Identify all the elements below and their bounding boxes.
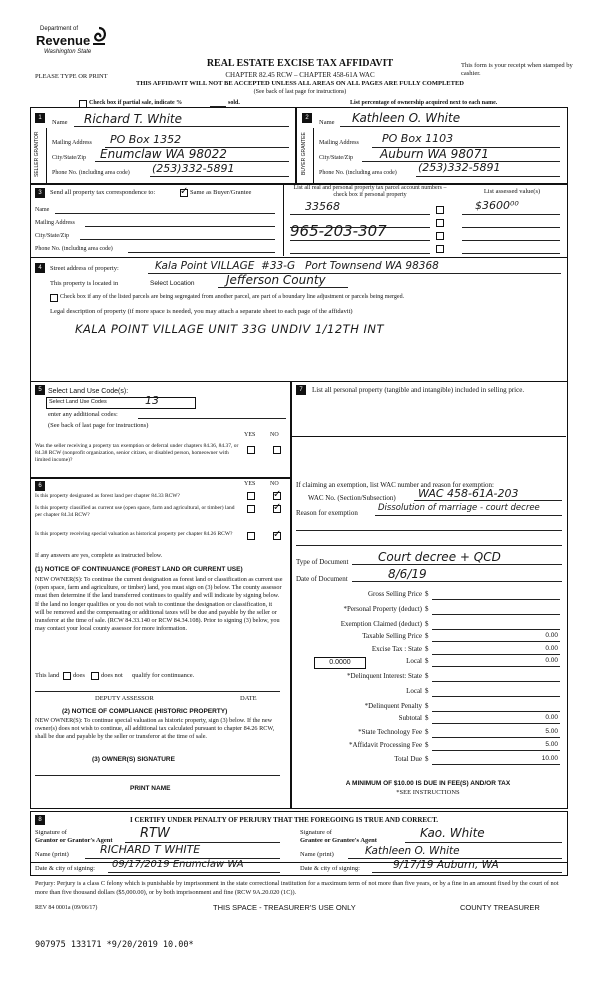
s1-divider bbox=[46, 128, 47, 183]
fin-row-12 bbox=[300, 755, 562, 766]
fin-row-line[interactable] bbox=[432, 714, 560, 724]
parcel-1[interactable]: 33568 bbox=[305, 200, 340, 213]
land-use-value: 13 bbox=[145, 394, 159, 407]
grantee-name-label: Name (print) bbox=[300, 851, 334, 858]
fin-row-6 bbox=[300, 672, 562, 683]
logo-dept: Department of bbox=[40, 26, 79, 32]
dollar-sign: $ bbox=[425, 590, 429, 598]
grantee-sig-label bbox=[300, 829, 377, 845]
historic-no-checkbox[interactable] bbox=[273, 532, 281, 540]
print-name-label: PRINT NAME bbox=[130, 785, 171, 792]
grantor-date-city[interactable]: 09/17/2019 Enumclaw WA bbox=[112, 859, 244, 870]
land-use-select-text: Select Land Use Codes bbox=[49, 399, 107, 405]
segregated-checkbox[interactable] bbox=[50, 294, 58, 302]
see-instructions: *SEE INSTRUCTIONS bbox=[396, 789, 460, 796]
fin-row-amount: 0.00 bbox=[545, 657, 558, 664]
fin-row-11 bbox=[300, 741, 562, 752]
fin-row-1 bbox=[300, 605, 562, 616]
fin-row-amount: 5.00 bbox=[545, 741, 558, 748]
seller-mailing-label: Mailing Address bbox=[52, 140, 92, 146]
s7-divider bbox=[290, 436, 566, 437]
buyer-name-label: Name bbox=[319, 119, 335, 126]
fin-row-9 bbox=[300, 714, 562, 725]
fin-row-label: *Delinquent Interest: State bbox=[346, 672, 422, 680]
historic-question: Is this property receiving special valuation as historical property per chapter 84.26 RCW? bbox=[35, 531, 233, 537]
fin-row-amount: 10.00 bbox=[541, 755, 558, 762]
fin-row-line[interactable] bbox=[432, 687, 560, 697]
grantor-sig-label-1: Signature of bbox=[35, 829, 67, 836]
fin-row-label: Local bbox=[406, 687, 422, 695]
notice-compliance-body: NEW OWNER(S): To continue special valuation as historic property, sign (3) below. If the new owner(s) does not wish to continue, all additional tax calculated pursuant to chapter 84.26 RCW, shall be due and payable by the seller or transferor at the time of sale. bbox=[35, 717, 275, 740]
send-correspondence-label: Send all property tax correspondence to: bbox=[50, 189, 156, 196]
if-yes-note: If any answers are yes, complete as instructed below. bbox=[35, 553, 163, 559]
doc-date-label: Date of Document bbox=[296, 575, 348, 583]
exemption-question: Was the seller receiving a property tax exemption or deferral under chapters 84.36, 84.37, or 84.38 RCW (nonprofit organization, senior citizen, or disabled person, homeowner with limited income)? bbox=[35, 443, 239, 463]
fin-row-amount: 5.00 bbox=[545, 728, 558, 735]
buyer-mailing-label: Mailing Address bbox=[319, 140, 359, 146]
seller-city-label: City/State/Zip bbox=[52, 155, 86, 161]
seller-phone-value[interactable]: (253)332-5891 bbox=[152, 162, 235, 175]
buyer-city-label: City/State/Zip bbox=[319, 155, 353, 161]
dollar-sign: $ bbox=[425, 672, 429, 680]
parcel-2[interactable]: 965-203-307 bbox=[290, 222, 387, 240]
land-use-label: Select Land Use Code(s): bbox=[48, 388, 129, 395]
fin-row-3 bbox=[300, 632, 562, 643]
wac-label: WAC No. (Section/Subsection) bbox=[308, 494, 396, 502]
fin-row-2 bbox=[300, 620, 562, 631]
grantee-signature[interactable]: Kao. White bbox=[420, 826, 485, 840]
buyer-city-value[interactable]: Auburn WA 98071 bbox=[380, 147, 489, 161]
assessed-header: List assessed value(s) bbox=[483, 188, 541, 195]
dollar-sign: $ bbox=[425, 620, 429, 628]
fin-row-line[interactable] bbox=[432, 645, 560, 655]
deputy-assessor-label: DEPUTY ASSESSOR bbox=[95, 695, 154, 702]
section-5 bbox=[30, 381, 292, 479]
fin-row-label: Taxable Selling Price bbox=[362, 632, 422, 640]
fin-row-line[interactable] bbox=[432, 741, 560, 751]
s6-yes-header: YES bbox=[244, 481, 256, 487]
s5-no-header: NO bbox=[270, 432, 279, 438]
street-value[interactable]: Kala Point VILLAGE #33-G Port Townsend WA 98368 bbox=[155, 260, 439, 272]
minimum-due: A MINIMUM OF $10.00 IS DUE IN FEE(S) AND/OR TAX bbox=[345, 780, 511, 787]
fin-row-label: Exemption Claimed (deduct) bbox=[340, 620, 422, 628]
current-use-yes-checkbox[interactable] bbox=[247, 505, 255, 513]
fin-row-amount: 0.00 bbox=[545, 632, 558, 639]
payment-stamp: 907975 133171 *9/20/2019 10.00* bbox=[35, 940, 194, 950]
grantor-date-label: Date & city of signing: bbox=[35, 865, 95, 872]
s5-see-back: (See back of last page for instructions) bbox=[48, 422, 149, 429]
current-use-no-checkbox[interactable] bbox=[273, 505, 281, 513]
exemption-yes-checkbox[interactable] bbox=[247, 446, 255, 454]
reason-line-3[interactable] bbox=[296, 535, 562, 546]
section-4-number: 4 bbox=[35, 263, 45, 273]
section-5-number: 5 bbox=[35, 385, 45, 395]
doc-type-label: Type of Document bbox=[296, 558, 349, 566]
fin-row-label: *State Technology Fee bbox=[358, 728, 422, 736]
fin-row-label: *Delinquent Penalty bbox=[364, 702, 422, 710]
dollar-sign: $ bbox=[425, 714, 429, 722]
select-location[interactable]: Select Location bbox=[150, 280, 195, 287]
does-checkbox[interactable] bbox=[63, 672, 71, 680]
s3-vdiv bbox=[283, 183, 284, 256]
notice-continuance-title: (1) NOTICE OF CONTINUANCE (FOREST LAND OR CURRENT USE) bbox=[35, 566, 243, 573]
current-use-question: Is this property classified as current use (open space, farm and agricultural, or timber) land per chapter 84.34 RCW? bbox=[35, 505, 235, 518]
location-value[interactable]: Jefferson County bbox=[226, 273, 326, 287]
fin-row-line[interactable] bbox=[432, 657, 560, 667]
form-chapter: CHAPTER 82.45 RCW – CHAPTER 458-61A WAC bbox=[225, 71, 375, 79]
buyer-mailing-value[interactable]: PO Box 1103 bbox=[382, 132, 454, 145]
fin-row-8 bbox=[300, 702, 562, 713]
dollar-sign: $ bbox=[425, 657, 429, 665]
forest-no-checkbox[interactable] bbox=[273, 492, 281, 500]
does-not-label: does not bbox=[101, 672, 123, 679]
forest-land-question: Is this property designated as forest land per chapter 84.33 RCW? bbox=[35, 493, 180, 499]
s3-name-line[interactable] bbox=[55, 206, 275, 214]
assessor-date-label: DATE bbox=[240, 695, 257, 702]
seller-city-value[interactable]: Enumclaw WA 98022 bbox=[100, 147, 227, 161]
same-as-buyer-label: Same as Buyer/Grantee bbox=[190, 189, 252, 196]
assessed-1[interactable]: $3600⁰⁰ bbox=[475, 199, 519, 212]
certify-statement: I CERTIFY UNDER PENALTY OF PERJURY THAT THE FOREGOING IS TRUE AND CORRECT. bbox=[130, 816, 439, 824]
s3-name-label: Name bbox=[35, 207, 50, 213]
parcel-header: List all real and personal property tax parcel account numbers – check box if personal property bbox=[293, 185, 447, 198]
s3-phone-label: Phone No. (including area code) bbox=[35, 246, 113, 252]
logo-state: Washington State bbox=[44, 49, 92, 55]
buyer-name-value[interactable]: Kathleen O. White bbox=[352, 111, 461, 125]
same-as-buyer-checkbox[interactable] bbox=[180, 189, 188, 197]
reason-line-2[interactable] bbox=[296, 520, 562, 531]
grantee-date-label: Date & city of signing: bbox=[300, 865, 360, 872]
grantor-signature[interactable]: RTW bbox=[140, 826, 170, 841]
legal-value[interactable]: KALA POINT VILLAGE UNIT 33G UNDIV 1/12TH INT bbox=[75, 322, 385, 336]
s2-divider bbox=[313, 128, 314, 183]
fin-row-line[interactable] bbox=[432, 620, 560, 630]
rev-number: REV 84 0001a (09/06/17) bbox=[35, 905, 98, 911]
dollar-sign: $ bbox=[425, 687, 429, 695]
seller-phone-label: Phone No. (including area code) bbox=[52, 170, 130, 176]
form-title: REAL ESTATE EXCISE TAX AFFIDAVIT bbox=[206, 58, 394, 69]
fin-row-line[interactable] bbox=[432, 728, 560, 738]
exemption-claim-label: If claiming an exemption, list WAC number and reason for exemption: bbox=[296, 481, 494, 489]
dollar-sign: $ bbox=[425, 605, 429, 613]
s6-no-header: NO bbox=[270, 481, 279, 487]
owners-signature-line[interactable] bbox=[35, 772, 280, 776]
fin-row-label: *Personal Property (deduct) bbox=[343, 605, 422, 613]
reason-value[interactable]: Dissolution of marriage - court decree bbox=[378, 503, 540, 513]
section-2-number: 2 bbox=[302, 113, 312, 123]
grantor-name[interactable]: RICHARD T WHITE bbox=[100, 843, 201, 856]
assessed-line-2 bbox=[462, 219, 560, 228]
dollar-sign: $ bbox=[425, 702, 429, 710]
additional-codes-line[interactable] bbox=[138, 410, 286, 419]
fin-row-7 bbox=[300, 687, 562, 698]
dollar-sign: $ bbox=[425, 632, 429, 640]
street-label: Street address of property: bbox=[50, 265, 119, 272]
dollar-sign: $ bbox=[425, 755, 429, 763]
section-6-number: 6 bbox=[35, 481, 45, 491]
section-8-number: 8 bbox=[35, 815, 45, 825]
seller-name-label: Name bbox=[52, 119, 68, 126]
notice-continuance-body: NEW OWNER(S): To continue the current designation as forest land or classification as current use (open space, farm and agriculture, or timber) land, you must sign on (3) below. The county assessor must then determine if the land transferred continues to qualify and will indicate by signing below. If the land no longer qualifies or you do not wish to continue the designation or classification, it will be removed and the compensating or additional taxes will be due and payable by the seller or transferor at the time of sale. (RCW 84.33.140 or RCW 84.34.108). Prior to signing (3) below, you may contact your local county assessor for more information. bbox=[35, 576, 283, 633]
section-3-number: 3 bbox=[35, 188, 45, 198]
fin-row-0 bbox=[300, 590, 562, 601]
s3-city-label: City/State/Zip bbox=[35, 233, 69, 239]
reason-label: Reason for exemption bbox=[296, 509, 358, 517]
grantee-name[interactable]: Kathleen O. White bbox=[365, 845, 460, 857]
s3-phone-line[interactable] bbox=[128, 245, 275, 253]
fin-row-label: Subtotal bbox=[398, 714, 422, 722]
this-land-label: This land bbox=[35, 672, 60, 679]
fin-row-line[interactable] bbox=[432, 672, 560, 682]
sold-label: sold. bbox=[228, 100, 240, 106]
receipt-note: This form is your receipt when stamped by cashier. bbox=[461, 62, 573, 77]
doc-date-line bbox=[352, 571, 562, 582]
land-use-select[interactable] bbox=[46, 394, 196, 409]
county-treasurer: COUNTY TREASURER bbox=[460, 903, 540, 912]
s3-city-line[interactable] bbox=[80, 232, 275, 240]
fin-row-line[interactable] bbox=[432, 702, 560, 712]
grantor-name-label: Name (print) bbox=[35, 851, 69, 858]
seller-mailing-value[interactable]: PO Box 1352 bbox=[110, 133, 182, 146]
form-warning: THIS AFFIDAVIT WILL NOT BE ACCEPTED UNLESS ALL AREAS ON ALL PAGES ARE FULLY COMPLETED bbox=[136, 80, 464, 87]
additional-codes-label: enter any additional codes: bbox=[48, 411, 118, 418]
see-back: (See back of last page for instructions) bbox=[253, 89, 347, 95]
perjury-text: Perjury: Perjury is a class C felony which is punishable by imprisonment in the state correctional institution for a maximum term of not more than five years, or by a fine in an amount fixed by the court of not more than five thousand dollars ($5,000.00), or by both imprisonment and fine (RCW 9A.20.020 (1C)). bbox=[35, 880, 559, 896]
does-not-checkbox[interactable] bbox=[91, 672, 99, 680]
doc-type-value[interactable]: Court decree + QCD bbox=[378, 550, 501, 564]
fin-row-label: Total Due bbox=[394, 755, 422, 763]
partial-sale-percent[interactable] bbox=[210, 100, 226, 107]
wac-value[interactable]: WAC 458-61A-203 bbox=[418, 487, 519, 500]
local-rate-value: 0.0000 bbox=[329, 659, 351, 666]
s3-mailing-line[interactable] bbox=[85, 219, 275, 227]
buyer-phone-value[interactable]: (253)332-5891 bbox=[418, 161, 501, 174]
parcel-2-personal-checkbox[interactable] bbox=[436, 219, 444, 227]
perjury-notice bbox=[35, 880, 565, 897]
fin-row-label: *Affidavit Processing Fee bbox=[349, 741, 422, 749]
location-label: This property is located in bbox=[50, 280, 119, 287]
please-type: PLEASE TYPE OR PRINT bbox=[35, 73, 108, 80]
buyer-phone-label: Phone No. (including area code) bbox=[319, 170, 397, 176]
grantee-sig-label-1: Signature of bbox=[300, 829, 332, 836]
exemption-no-checkbox[interactable] bbox=[273, 446, 281, 454]
parcel-4-personal-checkbox[interactable] bbox=[436, 245, 444, 253]
qualify-label: qualify for continuance. bbox=[132, 672, 195, 679]
historic-yes-checkbox[interactable] bbox=[247, 532, 255, 540]
grantee-sig-label-2: Grantee or Grantee's Agent bbox=[300, 837, 377, 844]
fin-row-label: Excise Tax : State bbox=[371, 645, 422, 653]
forest-yes-checkbox[interactable] bbox=[247, 492, 255, 500]
parcel-3-personal-checkbox[interactable] bbox=[436, 232, 444, 240]
fin-row-line[interactable] bbox=[432, 605, 560, 615]
fin-row-amount: 0.00 bbox=[545, 714, 558, 721]
parcel-line-4 bbox=[290, 245, 430, 254]
logo-revenue: Revenue bbox=[36, 33, 91, 48]
s5-yes-header: YES bbox=[244, 432, 256, 438]
fin-row-label: Gross Selling Price bbox=[367, 590, 422, 598]
fin-row-4 bbox=[300, 645, 562, 656]
fin-row-line[interactable] bbox=[432, 632, 560, 642]
doc-date-value[interactable]: 8/6/19 bbox=[388, 567, 427, 581]
segregated-label: Check box if any of the listed parcels are being segregated from another parcel, are part of a boundary line adjustment or parcels being merged. bbox=[60, 294, 405, 300]
dollar-sign: $ bbox=[425, 645, 429, 653]
assessed-line-4 bbox=[462, 245, 560, 254]
fin-row-10 bbox=[300, 728, 562, 739]
section-7-number: 7 bbox=[296, 385, 306, 395]
notice-compliance-title: (2) NOTICE OF COMPLIANCE (HISTORIC PROPERTY) bbox=[62, 708, 228, 715]
fin-row-line[interactable] bbox=[432, 590, 560, 600]
legal-label: Legal description of property (if more space is needed, you may attach a separate sheet to each page of the affidavit) bbox=[50, 308, 353, 315]
deputy-assessor-line[interactable] bbox=[35, 688, 280, 692]
seller-name-value[interactable]: Richard T. White bbox=[84, 112, 183, 126]
logo-swirl-icon bbox=[90, 26, 108, 48]
fin-row-label: Local bbox=[406, 657, 422, 665]
grantee-date-city[interactable]: 9/17/19 Auburn, WA bbox=[393, 859, 499, 871]
dollar-sign: $ bbox=[425, 741, 429, 749]
partial-sale-label: Check box if partial sale, indicate % bbox=[89, 100, 183, 106]
treasurer-space: THIS SPACE - TREASURER'S USE ONLY bbox=[213, 903, 356, 912]
seller-grantor-label: SELLER GRANTOR bbox=[34, 131, 40, 177]
section-1-number: 1 bbox=[35, 113, 45, 123]
list-percentage: List percentage of ownership acquired next to each name. bbox=[350, 100, 498, 106]
grantor-sig-label-2: Grantor or Grantor's Agent bbox=[35, 837, 113, 844]
local-rate-box[interactable] bbox=[314, 657, 366, 669]
fin-row-amount: 0.00 bbox=[545, 645, 558, 652]
does-label: does bbox=[73, 672, 85, 679]
dollar-sign: $ bbox=[425, 728, 429, 736]
buyer-grantee-label: BUYER GRANTEE bbox=[301, 132, 307, 176]
owners-signature-label: (3) OWNER(S) SIGNATURE bbox=[92, 756, 175, 763]
assessed-line-3 bbox=[462, 232, 560, 241]
s3-mailing-label: Mailing Address bbox=[35, 220, 75, 226]
personal-property-label: List all personal property (tangible and intangible) included in selling price. bbox=[312, 386, 525, 394]
parcel-1-personal-checkbox[interactable] bbox=[436, 206, 444, 214]
